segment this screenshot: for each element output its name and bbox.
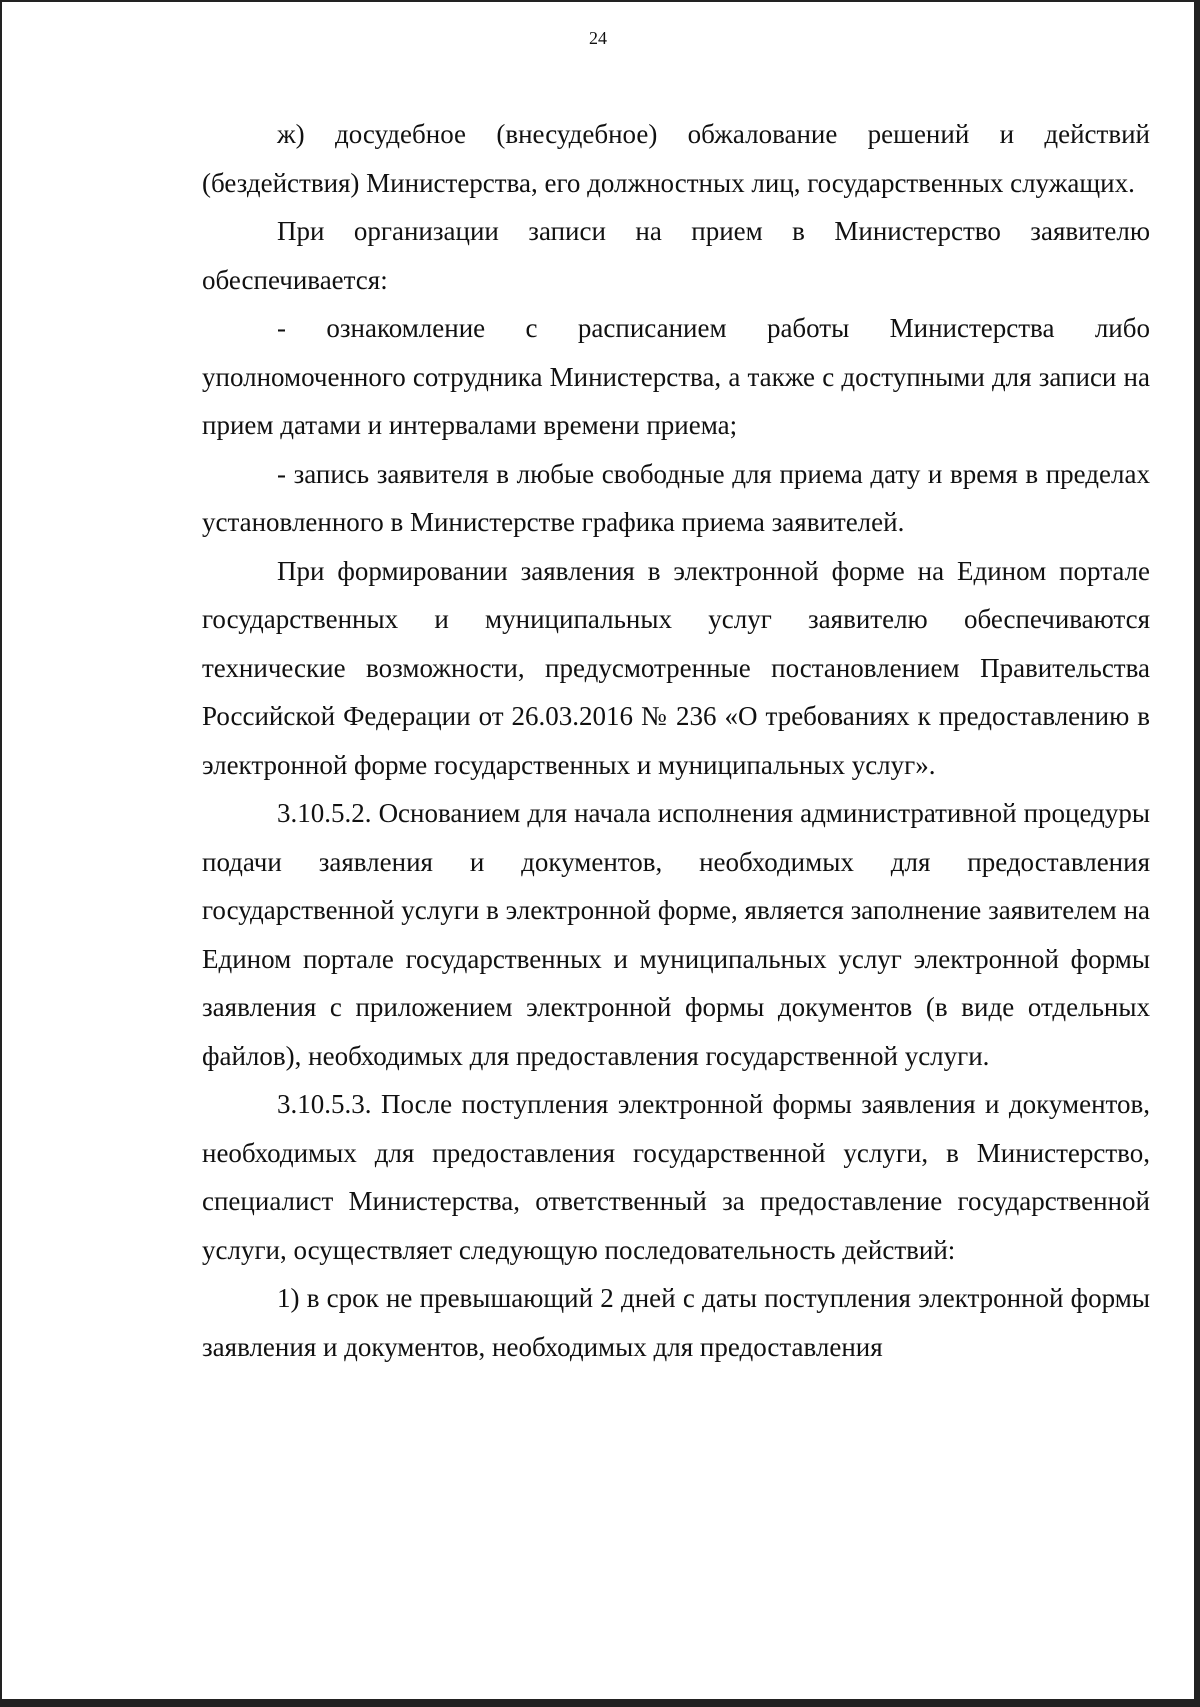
paragraph-booking-bullet: - запись заявителя в любые свободные для приема дату и время в пределах установленного в Министерстве графика приема заявителей. [202,458,1150,537]
page-number: 24 [589,28,607,48]
paragraph-3-10-5-2: 3.10.5.2. Основанием для начала исполнения административной процедуры подачи заявления и документов, необходимых для предоставления государственной услуги в электронной форме, является заполнение заявителем на Едином портале государственных и муниципальных услуг электронной формы заявления с приложением электронной формы документов (в виде отдельных файлов), необходимых для предоставления государственной услуги. [202,798,1150,1071]
paragraph-step-1: 1) в срок не превышающий 2 дней с даты поступления электронной формы заявления и документов, необходимых для предоставления [202,1283,1150,1362]
paragraph-appeal-item: ж) досудебное (внесудебное) обжалование решений и действий (бездействия) Министерства, его должностных лиц, государственных служащих. [202,119,1150,198]
paragraph-schedule-bullet: - ознакомление с расписанием работы Министерства либо уполномоченного сотрудника Министерства, а также с доступными для записи на прием датами и интервалами времени приема; [202,313,1150,440]
document-body [202,110,1150,1371]
paragraph-appointment-intro: При организации записи на прием в Министерство заявителю обеспечивается: [202,216,1150,295]
paragraph-portal-form: При формировании заявления в электронной форме на Едином портале государственных и муниципальных услуг заявителю обеспечиваются технические возможности, предусмотренные постановлением Правительства Российской Федерации от 26.03.2016 № 236 «О требованиях к предоставлению в электронной форме государственных и муниципальных услуг». [202,555,1150,780]
paragraph-3-10-5-3: 3.10.5.3. После поступления электронной формы заявления и документов, необходимых для предоставления государственной услуги, в Министерство, специалист Министерства, ответственный за предоставление государственной услуги, осуществляет следующую последовательность действий: [202,1089,1150,1265]
